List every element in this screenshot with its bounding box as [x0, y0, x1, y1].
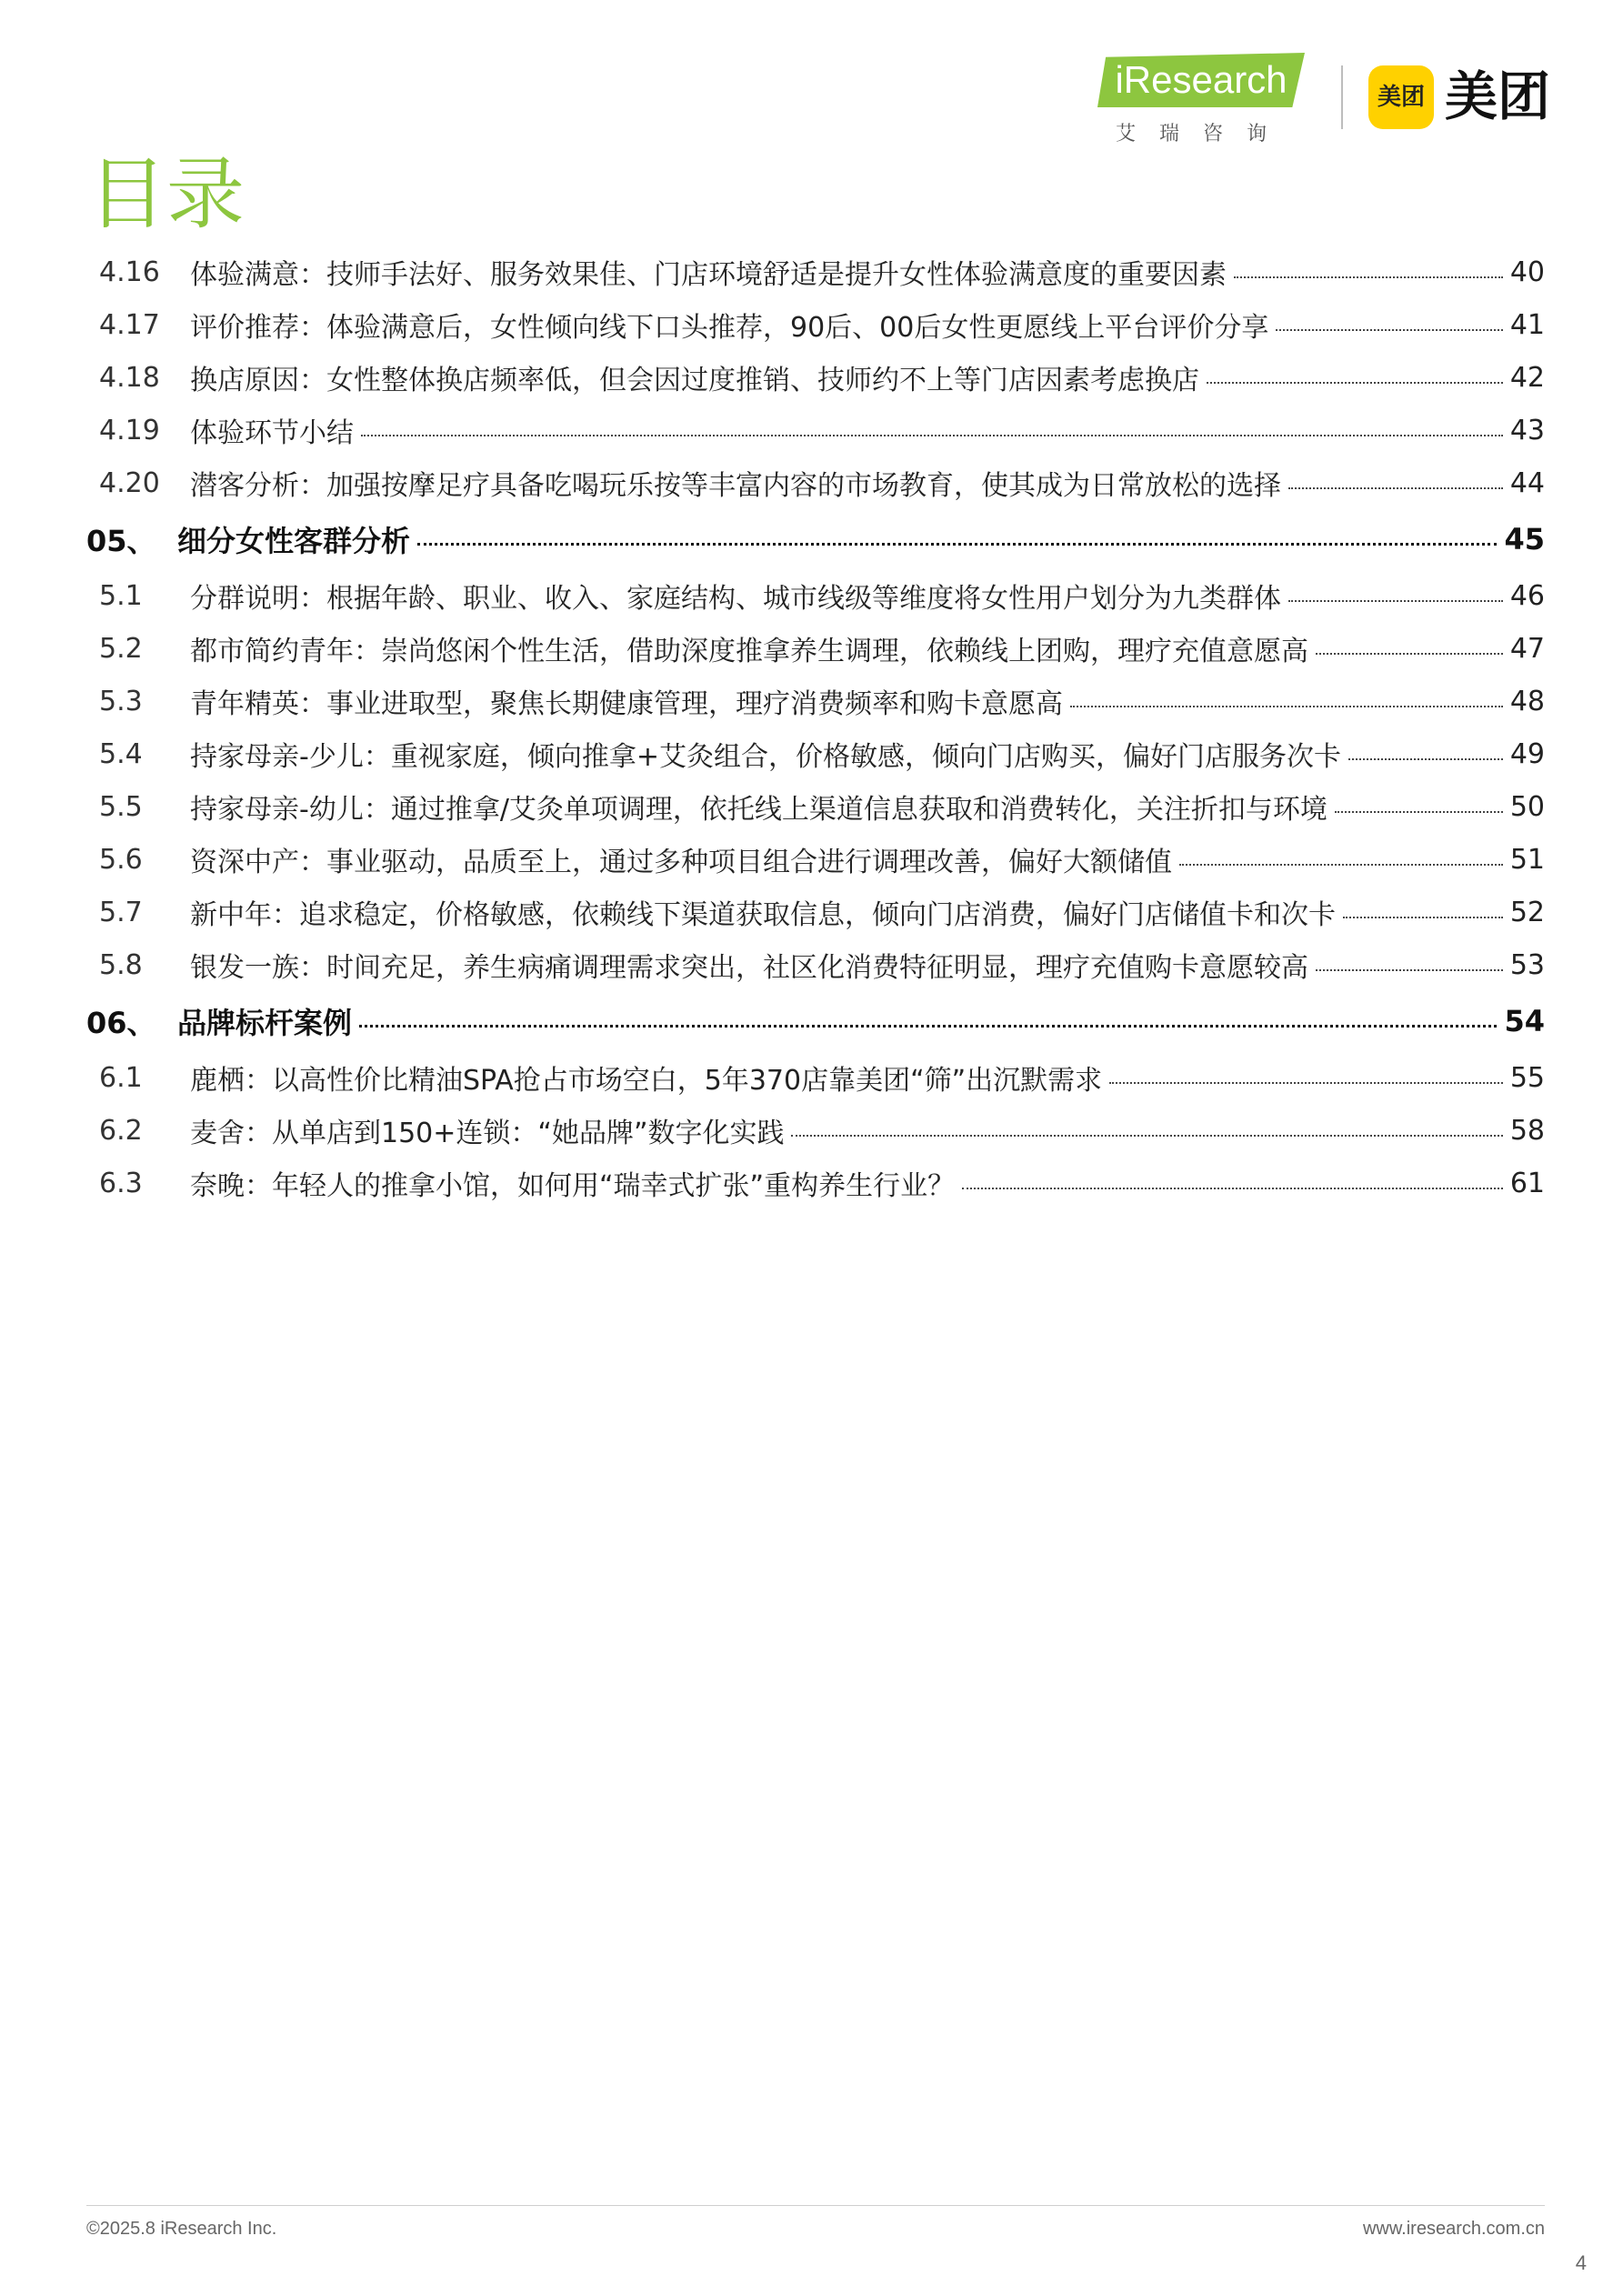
meituan-logo-badge: 美团 — [1368, 65, 1434, 129]
toc-entry-title-wrap — [190, 1163, 1510, 1203]
toc-entry-title: 品牌标杆案例 — [177, 1006, 353, 1040]
toc-entry-row[interactable] — [86, 1104, 1545, 1157]
table-of-contents — [86, 246, 1545, 1209]
toc-dot-leader — [1288, 600, 1503, 602]
toc-entry-title: 奈晚：年轻人的推拿小馆，如何用“瑞幸式扩张”重构养生行业？ — [190, 1170, 956, 1202]
toc-dot-leader — [1109, 1082, 1503, 1084]
toc-dot-leader — [1316, 969, 1503, 971]
toc-entry-number: 4.16 — [99, 256, 160, 288]
toc-entry-title-wrap — [190, 305, 1510, 345]
iresearch-logo — [1094, 47, 1312, 147]
toc-entry-title-wrap — [190, 410, 1510, 450]
toc-entry-title: 体验满意：技师手法好、服务效果佳、门店环境舒适是提升女性体验满意度的重要因素 — [190, 259, 1227, 291]
toc-entry-title-wrap — [190, 839, 1510, 879]
toc-entry-title: 银发一族：时间充足，养生病痛调理需求突出，社区化消费特征明显，理疗充值购卡意愿较高 — [190, 952, 1308, 984]
toc-dot-leader — [1348, 758, 1503, 760]
meituan-logo-text: 美团 — [1445, 65, 1551, 127]
toc-entry-row[interactable] — [86, 351, 1545, 404]
toc-entry-page: 51 — [1509, 843, 1545, 876]
toc-dot-leader — [1335, 811, 1503, 813]
toc-entry-title-wrap — [190, 1058, 1510, 1098]
toc-entry-number: 5.3 — [99, 685, 143, 717]
toc-entry-title-wrap — [190, 357, 1510, 397]
toc-entry-title-wrap — [190, 1110, 1510, 1150]
toc-entry-number: 5.1 — [99, 579, 143, 612]
toc-entry-page: 45 — [1504, 522, 1545, 556]
toc-entry-title: 新中年：追求稳定，价格敏感，依赖线下渠道获取信息，倾向门店消费，偏好门店储值卡和次卡 — [190, 899, 1336, 931]
toc-entry-title: 青年精英：事业进取型，聚焦长期健康管理，理疗消费频率和购卡意愿高 — [190, 688, 1063, 720]
toc-section-row[interactable] — [86, 991, 1545, 1051]
toc-entry-number: 5.6 — [99, 843, 143, 876]
toc-entry-page: 42 — [1509, 361, 1545, 394]
toc-entry-row[interactable] — [86, 622, 1545, 675]
toc-dot-leader — [359, 1025, 1497, 1028]
toc-entry-number: 4.19 — [99, 414, 160, 446]
toc-entry-title-wrap — [190, 734, 1510, 774]
toc-dot-leader — [1179, 864, 1503, 866]
toc-entry-title: 鹿栖：以高性价比精油SPA抢占市场空白，5年370店靠美团“筛”出沉默需求 — [190, 1065, 1103, 1097]
toc-entry-title: 持家母亲-少儿：重视家庭，倾向推拿+艾灸组合，价格敏感，倾向门店购买，偏好门店服务次卡 — [190, 741, 1341, 773]
toc-entry-page: 50 — [1509, 790, 1545, 823]
toc-dot-leader — [1070, 706, 1503, 707]
toc-dot-leader — [1316, 653, 1503, 655]
iresearch-logo-subtitle: 艾瑞咨询 — [1115, 123, 1290, 145]
toc-entry-title: 持家母亲-幼儿：通过推拿/艾灸单项调理，依托线上渠道信息获取和消费转化，关注折扣与环境 — [190, 794, 1327, 826]
toc-entry-row[interactable] — [86, 886, 1545, 938]
toc-entry-title-wrap — [190, 252, 1510, 292]
toc-entry-title-wrap — [190, 945, 1510, 985]
toc-entry-row[interactable] — [86, 298, 1545, 351]
toc-entry-page: 58 — [1509, 1114, 1545, 1147]
toc-entry-page: 44 — [1509, 466, 1545, 499]
toc-dot-leader — [962, 1188, 1503, 1189]
toc-entry-row[interactable] — [86, 833, 1545, 886]
footer-copyright: ©2025.8 iResearch Inc. — [86, 2219, 277, 2239]
toc-entry-page: 61 — [1509, 1167, 1545, 1199]
toc-entry-row[interactable] — [86, 569, 1545, 622]
page-number: 4 — [1575, 2251, 1587, 2274]
toc-entry-number: 4.18 — [99, 361, 160, 394]
toc-entry-title-wrap — [177, 1000, 1504, 1042]
toc-entry-title: 麦舍：从单店到150+连锁：“她品牌”数字化实践 — [190, 1118, 785, 1149]
toc-entry-title-wrap — [190, 787, 1510, 827]
toc-entry-number: 5.7 — [99, 896, 143, 928]
toc-entry-title-wrap — [190, 681, 1510, 721]
toc-entry-row[interactable] — [86, 246, 1545, 298]
toc-entry-page: 43 — [1509, 414, 1545, 446]
toc-entry-page: 53 — [1509, 948, 1545, 981]
toc-entry-title-wrap — [190, 463, 1510, 503]
toc-entry-page: 54 — [1504, 1004, 1545, 1038]
toc-entry-title: 潜客分析：加强按摩足疗具备吃喝玩乐按等丰富内容的市场教育，使其成为日常放松的选择 — [190, 470, 1281, 502]
toc-entry-title: 分群说明：根据年龄、职业、收入、家庭结构、城市线级等维度将女性用户划分为九类群体 — [190, 583, 1281, 615]
toc-dot-leader — [361, 435, 1503, 436]
toc-dot-leader — [1234, 276, 1503, 278]
toc-entry-title: 换店原因：女性整体换店频率低，但会因过度推销、技师约不上等门店因素考虑换店 — [190, 365, 1199, 396]
logo-divider — [1341, 65, 1343, 129]
toc-entry-title-wrap — [190, 628, 1510, 668]
toc-dot-leader — [791, 1135, 1502, 1137]
toc-dot-leader — [1207, 382, 1503, 384]
toc-entry-title-wrap — [190, 892, 1510, 932]
toc-entry-page: 41 — [1509, 308, 1545, 341]
toc-entry-page: 40 — [1509, 256, 1545, 288]
toc-entry-number: 06、 — [86, 1006, 156, 1040]
toc-entry-row[interactable] — [86, 1051, 1545, 1104]
toc-entry-number: 5.8 — [99, 948, 143, 981]
toc-dot-leader — [1343, 917, 1503, 918]
toc-dot-leader — [417, 543, 1497, 546]
toc-entry-title: 都市简约青年：崇尚悠闲个性生活，借助深度推拿养生调理，依赖线上团购，理疗充值意愿高 — [190, 636, 1308, 667]
toc-entry-row[interactable] — [86, 938, 1545, 991]
toc-entry-title: 体验环节小结 — [190, 417, 354, 449]
toc-entry-title-wrap — [190, 576, 1510, 616]
header-logos — [1094, 47, 1567, 147]
toc-entry-number: 6.1 — [99, 1061, 143, 1094]
toc-entry-number: 05、 — [86, 524, 156, 558]
footer-divider — [86, 2205, 1545, 2206]
toc-entry-page: 46 — [1509, 579, 1545, 612]
toc-entry-page: 52 — [1509, 896, 1545, 928]
toc-entry-row[interactable] — [86, 675, 1545, 727]
toc-entry-number: 6.2 — [99, 1114, 143, 1147]
iresearch-logo-text: iResearch — [1115, 58, 1287, 101]
toc-entry-number: 4.20 — [99, 466, 160, 499]
toc-dot-leader — [1276, 329, 1502, 331]
toc-entry-page: 55 — [1509, 1061, 1545, 1094]
toc-dot-leader — [1288, 487, 1503, 489]
toc-section-row[interactable] — [86, 509, 1545, 569]
toc-entry-page: 48 — [1509, 685, 1545, 717]
toc-entry-row[interactable] — [86, 404, 1545, 456]
toc-entry-title: 评价推荐：体验满意后，女性倾向线下口头推荐，90后、00后女性更愿线上平台评价分享 — [190, 312, 1269, 344]
toc-entry-row[interactable] — [86, 727, 1545, 780]
toc-entry-number: 5.5 — [99, 790, 143, 823]
toc-entry-number: 6.3 — [99, 1167, 143, 1199]
footer-website: www.iresearch.com.cn — [1362, 2219, 1545, 2239]
toc-entry-row[interactable] — [86, 456, 1545, 509]
toc-entry-number: 5.2 — [99, 632, 143, 665]
toc-entry-row[interactable] — [86, 780, 1545, 833]
toc-entry-number: 5.4 — [99, 737, 143, 770]
toc-entry-title: 细分女性客群分析 — [177, 524, 411, 558]
toc-entry-number: 4.17 — [99, 308, 160, 341]
toc-entry-title-wrap — [177, 518, 1504, 560]
page-title: 目录 — [88, 149, 245, 240]
toc-entry-row[interactable] — [86, 1157, 1545, 1209]
toc-entry-title: 资深中产：事业驱动，品质至上，通过多种项目组合进行调理改善，偏好大额储值 — [190, 847, 1172, 878]
toc-entry-page: 49 — [1509, 737, 1545, 770]
toc-entry-page: 47 — [1509, 632, 1545, 665]
